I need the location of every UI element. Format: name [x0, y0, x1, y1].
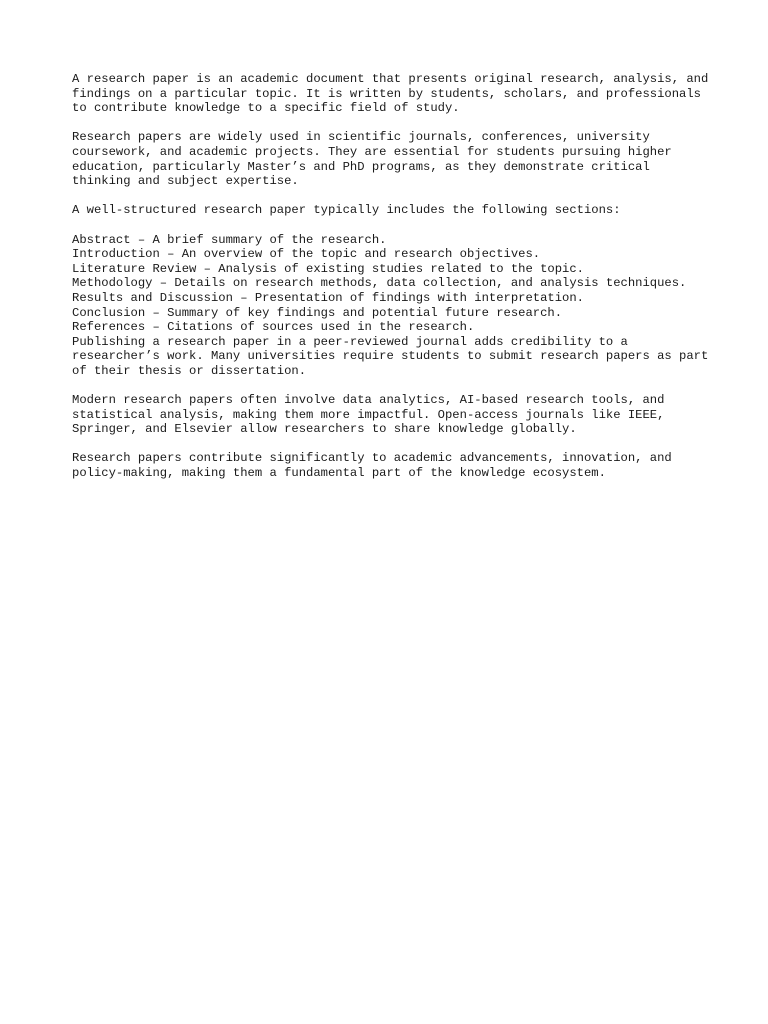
- paragraph-modern: Modern research papers often involve data analytics, AI-based research tools, and statistical analysis, making them more impactful. Open-access journals like IEEE, Springer, and Elsevier allow researchers to share knowledge globally.: [72, 393, 665, 437]
- document-body: [72, 72, 712, 495]
- list-item-literature-review: Literature Review – Analysis of existing studies related to the topic.: [72, 261, 584, 276]
- sections-list: [72, 233, 712, 335]
- paragraph-structure-lead: A well-structured research paper typically includes the following sections:: [72, 203, 621, 218]
- paragraph-conclusion: Research papers contribute significantly to academic advancements, innovation, and policy-making, making them a fundamental part of the knowledge ecosystem.: [72, 451, 672, 481]
- list-item-introduction: Introduction – An overview of the topic and research objectives.: [72, 247, 541, 262]
- list-item-abstract: Abstract – A brief summary of the research.: [72, 232, 387, 247]
- list-item-references: References – Citations of sources used in the research.: [72, 320, 475, 335]
- paragraph-publishing: Publishing a research paper in a peer-reviewed journal adds credibility to a researcher’s work. Many universities require students to submit research papers as part of their thesis or dissertation.: [72, 334, 709, 378]
- paragraph-intro: A research paper is an academic document that presents original research, analysis, and findings on a particular topic. It is written by students, scholars, and professionals to contribute knowledge to a specific field of study.: [72, 72, 709, 116]
- list-item-conclusion: Conclusion – Summary of key findings and potential future research.: [72, 305, 563, 320]
- paragraph-usage: Research papers are widely used in scientific journals, conferences, university coursework, and academic projects. They are essential for students pursuing higher education, particularly Master’s and PhD programs, as they demonstrate critical thinking and subject expertise.: [72, 130, 672, 189]
- list-item-results: Results and Discussion – Presentation of findings with interpretation.: [72, 290, 584, 305]
- list-item-methodology: Methodology – Details on research methods, data collection, and analysis techniques.: [72, 276, 687, 291]
